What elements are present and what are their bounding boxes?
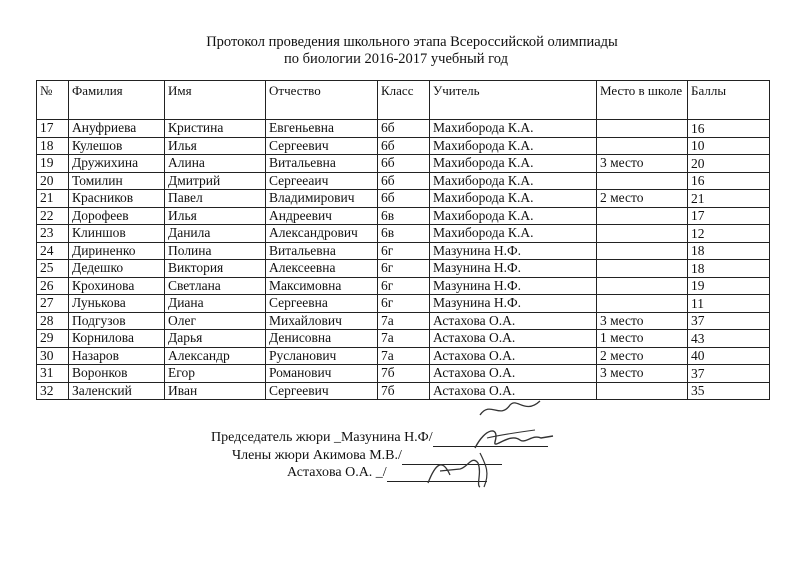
cell-num: 21 (37, 190, 69, 208)
cell-class: 7а (378, 330, 430, 348)
cell-teacher: Астахова О.А. (430, 330, 597, 348)
cell-place (597, 295, 688, 313)
cell-score: 10 (688, 137, 770, 155)
cell-score: 16 (688, 120, 770, 138)
cell-name: Дарья (165, 330, 266, 348)
cell-num: 17 (37, 120, 69, 138)
cell-class: 6г (378, 242, 430, 260)
table-row (37, 312, 770, 330)
cell-num: 27 (37, 295, 69, 313)
cell-class: 7б (378, 365, 430, 383)
cell-teacher: Мазунина Н.Ф. (430, 242, 597, 260)
column-header-name: Имя (165, 81, 266, 120)
cell-score: 11 (688, 295, 770, 313)
cell-score: 21 (688, 190, 770, 208)
cell-patronymic: Максимовна (266, 277, 378, 295)
column-header-teacher: Учитель (430, 81, 597, 120)
cell-class: 6г (378, 277, 430, 295)
table-row (37, 155, 770, 173)
cell-teacher: Махиборода К.А. (430, 225, 597, 243)
cell-score: 37 (688, 365, 770, 383)
cell-score: 35 (688, 382, 770, 400)
document-title-line2: по биологии 2016-2017 учебный год (284, 51, 508, 67)
cell-teacher: Махиборода К.А. (430, 155, 597, 173)
cell-num: 28 (37, 312, 69, 330)
cell-num: 24 (37, 242, 69, 260)
cell-teacher: Махиборода К.А. (430, 190, 597, 208)
cell-class: 6в (378, 207, 430, 225)
cell-place (597, 137, 688, 155)
cell-name: Кристина (165, 120, 266, 138)
cell-teacher: Астахова О.А. (430, 347, 597, 365)
table-row (37, 382, 770, 400)
cell-patronymic: Сергеевич (266, 382, 378, 400)
cell-name: Виктория (165, 260, 266, 278)
cell-teacher: Махиборода К.А. (430, 137, 597, 155)
cell-place (597, 242, 688, 260)
cell-class: 6г (378, 260, 430, 278)
cell-place (597, 260, 688, 278)
cell-surname: Дорофеев (69, 207, 165, 225)
cell-score: 37 (688, 312, 770, 330)
cell-num: 22 (37, 207, 69, 225)
cell-patronymic: Михайлович (266, 312, 378, 330)
cell-name: Данила (165, 225, 266, 243)
cell-patronymic: Денисовна (266, 330, 378, 348)
cell-place: 1 место (597, 330, 688, 348)
cell-name: Александр (165, 347, 266, 365)
table-row (37, 190, 770, 208)
cell-num: 30 (37, 347, 69, 365)
cell-name: Светлана (165, 277, 266, 295)
results-table (36, 80, 770, 400)
cell-place: 3 место (597, 365, 688, 383)
cell-surname: Лунькова (69, 295, 165, 313)
column-header-class: Класс (378, 81, 430, 120)
table-row (37, 347, 770, 365)
cell-surname: Дириненко (69, 242, 165, 260)
cell-name: Егор (165, 365, 266, 383)
cell-num: 19 (37, 155, 69, 173)
cell-name: Иван (165, 382, 266, 400)
member-handwritten-signature-top (475, 395, 545, 425)
cell-teacher: Мазунина Н.Ф. (430, 295, 597, 313)
cell-teacher: Мазунина Н.Ф. (430, 260, 597, 278)
cell-surname: Дедешко (69, 260, 165, 278)
cell-patronymic: Владимирович (266, 190, 378, 208)
cell-place: 2 место (597, 190, 688, 208)
table-row (37, 295, 770, 313)
cell-surname: Воронков (69, 365, 165, 383)
table-row (37, 207, 770, 225)
cell-patronymic: Андреевич (266, 207, 378, 225)
cell-num: 18 (37, 137, 69, 155)
cell-score: 20 (688, 155, 770, 173)
signature-chair-label: Председатель жюри _Мазунина Н.Ф/ (211, 430, 433, 445)
cell-name: Илья (165, 207, 266, 225)
cell-class: 6б (378, 155, 430, 173)
cell-patronymic: Витальевна (266, 242, 378, 260)
cell-score: 40 (688, 347, 770, 365)
cell-class: 7а (378, 312, 430, 330)
cell-class: 6б (378, 137, 430, 155)
cell-place (597, 207, 688, 225)
cell-score: 12 (688, 225, 770, 243)
cell-surname: Крохинова (69, 277, 165, 295)
cell-place: 3 место (597, 312, 688, 330)
cell-teacher: Махиборода К.А. (430, 172, 597, 190)
cell-teacher: Астахова О.А. (430, 312, 597, 330)
table-row (37, 120, 770, 138)
cell-surname: Подгузов (69, 312, 165, 330)
cell-surname: Корнилова (69, 330, 165, 348)
cell-class: 6в (378, 225, 430, 243)
cell-surname: Клиншов (69, 225, 165, 243)
cell-teacher: Астахова О.А. (430, 382, 597, 400)
cell-class: 6б (378, 190, 430, 208)
cell-patronymic: Сергеевна (266, 295, 378, 313)
cell-num: 29 (37, 330, 69, 348)
cell-class: 6г (378, 295, 430, 313)
cell-class: 6б (378, 172, 430, 190)
table-header-row (37, 81, 770, 120)
member-handwritten-signature-bottom (420, 445, 500, 490)
table-row (37, 260, 770, 278)
cell-place (597, 120, 688, 138)
cell-name: Полина (165, 242, 266, 260)
cell-teacher: Махиборода К.А. (430, 207, 597, 225)
table-row (37, 330, 770, 348)
cell-name: Илья (165, 137, 266, 155)
cell-name: Олег (165, 312, 266, 330)
cell-score: 17 (688, 207, 770, 225)
cell-place: 2 место (597, 347, 688, 365)
cell-name: Павел (165, 190, 266, 208)
cell-score: 43 (688, 330, 770, 348)
cell-patronymic: Александрович (266, 225, 378, 243)
cell-num: 26 (37, 277, 69, 295)
cell-class: 7б (378, 382, 430, 400)
table-row (37, 242, 770, 260)
cell-num: 31 (37, 365, 69, 383)
cell-num: 32 (37, 382, 69, 400)
cell-name: Дмитрий (165, 172, 266, 190)
cell-patronymic: Алексеевна (266, 260, 378, 278)
cell-score: 18 (688, 242, 770, 260)
cell-place (597, 172, 688, 190)
column-header-surname: Фамилия (69, 81, 165, 120)
cell-surname: Томилин (69, 172, 165, 190)
cell-patronymic: Витальевна (266, 155, 378, 173)
signature-members-label: Члены жюри Акимова М.В./ (232, 448, 402, 463)
cell-surname: Назаров (69, 347, 165, 365)
table-row (37, 172, 770, 190)
cell-place (597, 277, 688, 295)
cell-place (597, 382, 688, 400)
document-title-line1: Протокол проведения школьного этапа Всероссийской олимпиады (206, 34, 618, 50)
table-row (37, 137, 770, 155)
cell-place: 3 место (597, 155, 688, 173)
cell-num: 25 (37, 260, 69, 278)
cell-score: 19 (688, 277, 770, 295)
cell-score: 16 (688, 172, 770, 190)
cell-surname: Красников (69, 190, 165, 208)
table-row (37, 365, 770, 383)
cell-teacher: Мазунина Н.Ф. (430, 277, 597, 295)
column-header-patronymic: Отчество (266, 81, 378, 120)
cell-surname: Дружихина (69, 155, 165, 173)
table-row (37, 225, 770, 243)
cell-surname: Кулешов (69, 137, 165, 155)
column-header-num: № (37, 81, 69, 120)
cell-num: 20 (37, 172, 69, 190)
signature-member2-label: Астахова О.А. _/ (287, 465, 387, 480)
cell-num: 23 (37, 225, 69, 243)
column-header-score: Баллы (688, 81, 770, 120)
cell-score: 18 (688, 260, 770, 278)
column-header-place: Место в школе (597, 81, 688, 120)
cell-surname: Заленский (69, 382, 165, 400)
table-body (37, 120, 770, 400)
cell-name: Диана (165, 295, 266, 313)
cell-teacher: Махиборода К.А. (430, 120, 597, 138)
cell-name: Алина (165, 155, 266, 173)
cell-patronymic: Русланович (266, 347, 378, 365)
cell-surname: Ануфриева (69, 120, 165, 138)
cell-class: 6б (378, 120, 430, 138)
cell-patronymic: Сергеевич (266, 137, 378, 155)
cell-class: 7а (378, 347, 430, 365)
cell-patronymic: Евгеньевна (266, 120, 378, 138)
cell-teacher: Астахова О.А. (430, 365, 597, 383)
cell-patronymic: Романович (266, 365, 378, 383)
cell-place (597, 225, 688, 243)
table-row (37, 277, 770, 295)
cell-patronymic: Сергееаич (266, 172, 378, 190)
